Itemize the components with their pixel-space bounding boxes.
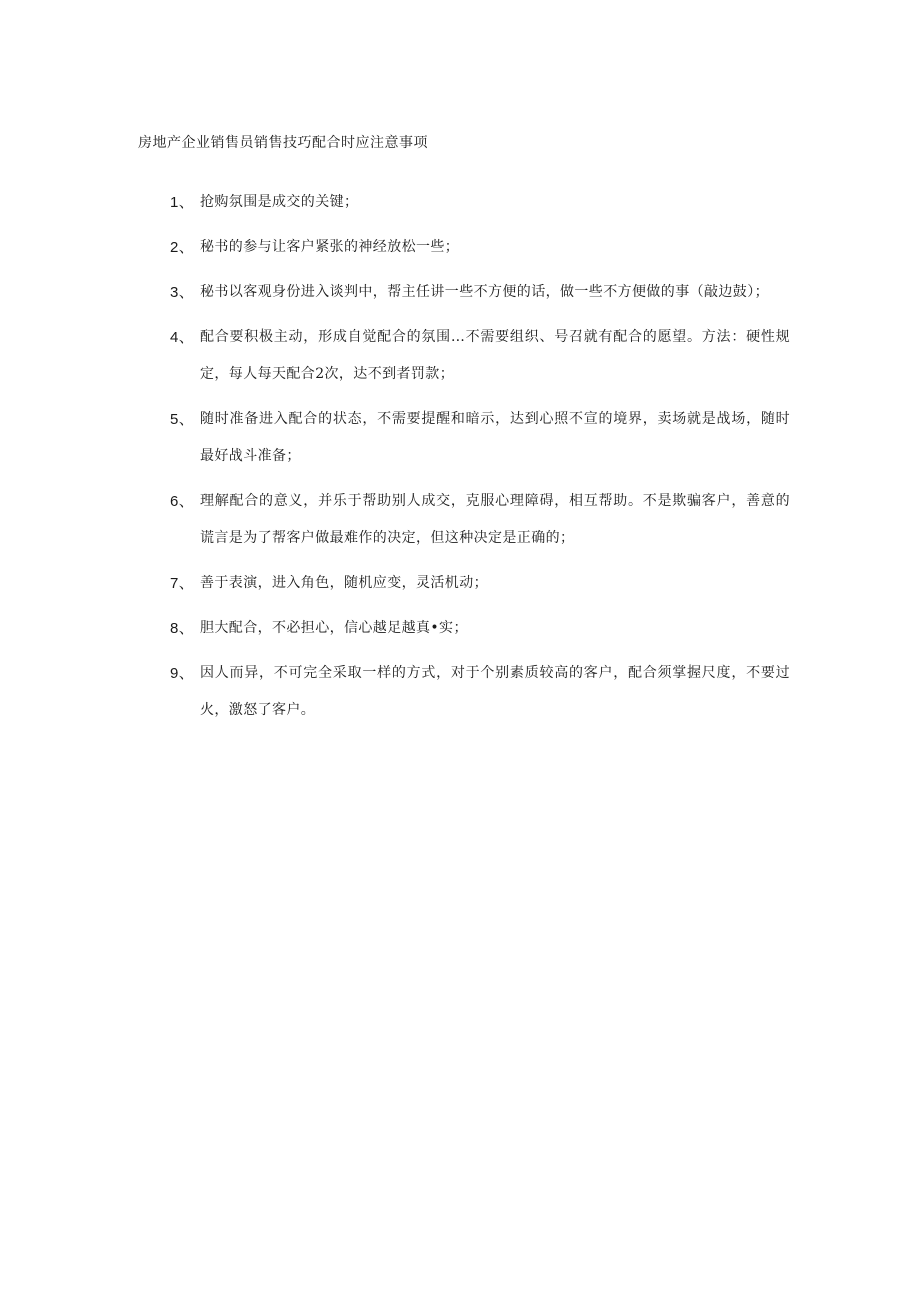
item-number: 2、 bbox=[170, 239, 195, 256]
item-text: 理解配合的意义，并乐于帮助别人成交，克服心理障碍，相互帮助。不是欺骗客户，善意的谎言是为了帮客户做最难作的决定，但这种决定是正确的； bbox=[200, 493, 790, 546]
list-item bbox=[170, 319, 790, 393]
item-text: 因人而异，不可完全采取一样的方式，对于个别素质较高的客户，配合须掌握尺度，不要过火，激怒了客户。 bbox=[200, 665, 790, 718]
list-item bbox=[170, 483, 790, 557]
item-number: 1、 bbox=[170, 194, 195, 211]
item-number: 4、 bbox=[170, 329, 195, 346]
item-text: 配合要积极主动，形成自觉配合的氛围…不需要组织、号召就有配合的愿望。方法：硬性规定，每人每天配合2次，达不到者罚款； bbox=[200, 329, 790, 382]
list-item bbox=[170, 184, 790, 221]
item-text: 秘书的参与让客户紧张的神经放松一些； bbox=[200, 239, 460, 255]
item-number: 6、 bbox=[170, 493, 195, 510]
item-number: 7、 bbox=[170, 575, 195, 592]
document-title: 房地产企业销售员销售技巧配合时应注意事项 bbox=[138, 135, 428, 151]
item-text: 抢购氛围是成交的关键； bbox=[200, 194, 359, 210]
item-text: 秘书以客观身份进入谈判中，帮主任讲一些不方便的话，做一些不方便做的事（敲边鼓）； bbox=[200, 284, 769, 300]
item-text: 随时准备进入配合的状态，不需要提醒和暗示，达到心照不宣的境界，卖场就是战场，随时最好战斗准备； bbox=[200, 411, 790, 464]
list-item bbox=[170, 565, 790, 602]
list-item bbox=[170, 274, 790, 311]
item-number: 8、 bbox=[170, 620, 195, 637]
item-text: 善于表演，进入角色，随机应变，灵活机动； bbox=[200, 575, 488, 591]
item-number: 5、 bbox=[170, 411, 195, 428]
item-text: 胆大配合，不必担心，信心越足越真•实； bbox=[200, 620, 468, 636]
tips-list bbox=[170, 184, 790, 737]
item-number: 9、 bbox=[170, 665, 195, 682]
list-item bbox=[170, 610, 790, 647]
list-item bbox=[170, 401, 790, 475]
list-item bbox=[170, 655, 790, 729]
list-item bbox=[170, 229, 790, 266]
item-number: 3、 bbox=[170, 284, 195, 301]
